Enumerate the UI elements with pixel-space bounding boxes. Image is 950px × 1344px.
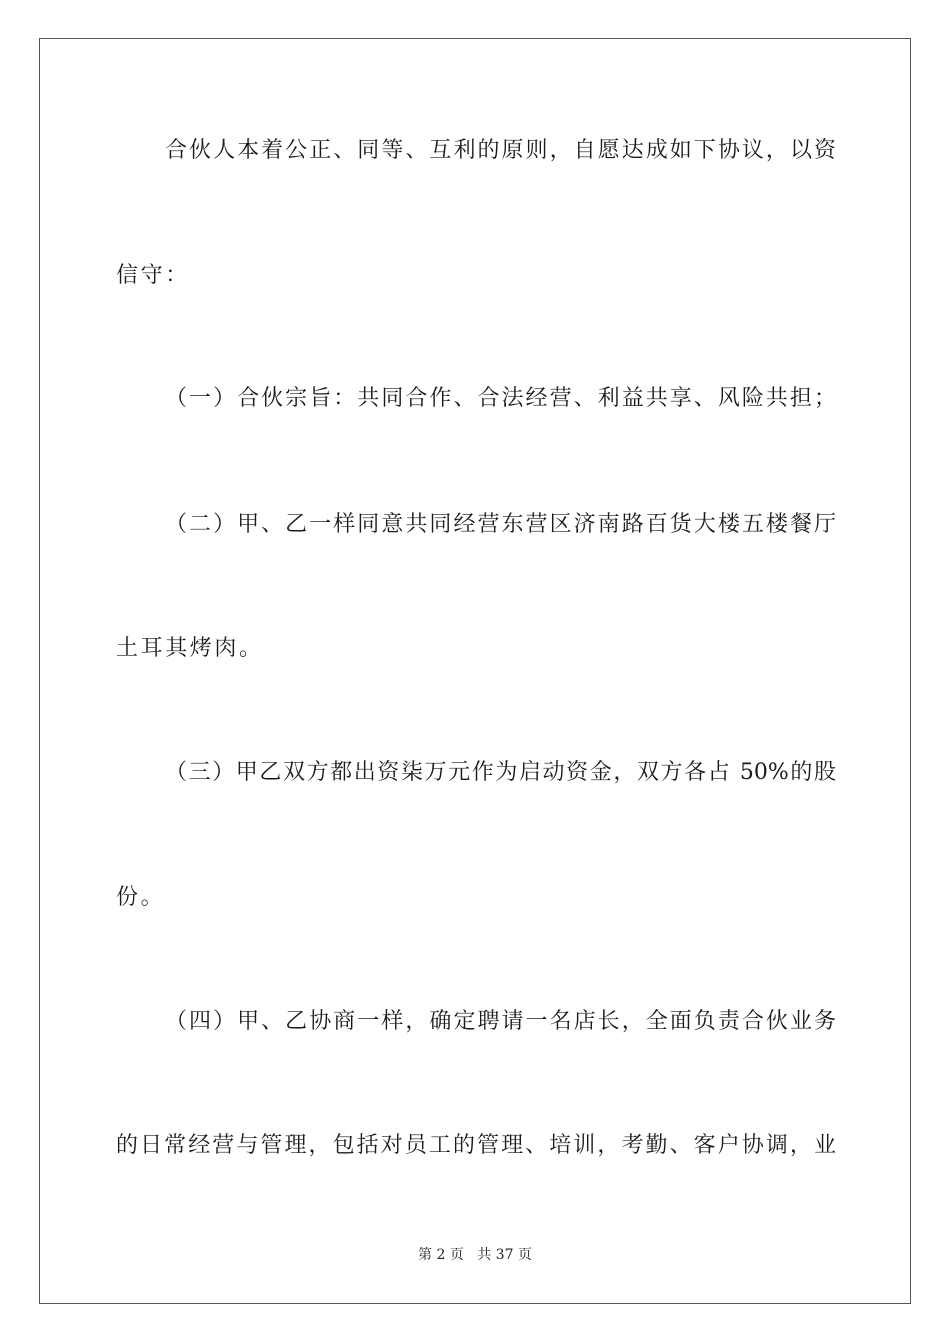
paragraph-line-6: （三）甲乙双方都出资柒万元作为启动资金，双方各占 50%的股 (165, 760, 836, 785)
paragraph-line-9: 的日常经营与管理，包括对员工的管理、培训，考勤、客户协调，业 (116, 1133, 836, 1158)
paragraph-line-4: （二）甲、乙一样同意共同经营东营区济南路百货大楼五楼餐厅 (165, 512, 836, 537)
total-pages: 共 37 页 (477, 1247, 532, 1263)
paragraph-line-1: 合伙人本着公正、同等、互利的原则，自愿达成如下协议，以资 (165, 138, 836, 163)
page-number: 第 2 页 (418, 1247, 464, 1263)
paragraph-line-5: 土耳其烤肉。 (116, 636, 264, 661)
page-footer (0, 1245, 950, 1265)
paragraph-line-8: （四）甲、乙协商一样，确定聘请一名店长，全面负责合伙业务 (165, 1009, 836, 1034)
paragraph-line-7: 份。 (116, 885, 166, 910)
paragraph-line-2: 信守： (116, 263, 190, 288)
page-border (39, 38, 911, 1304)
paragraph-line-3: （一）合伙宗旨：共同合作、合法经营、利益共享、风险共担； (165, 386, 836, 411)
